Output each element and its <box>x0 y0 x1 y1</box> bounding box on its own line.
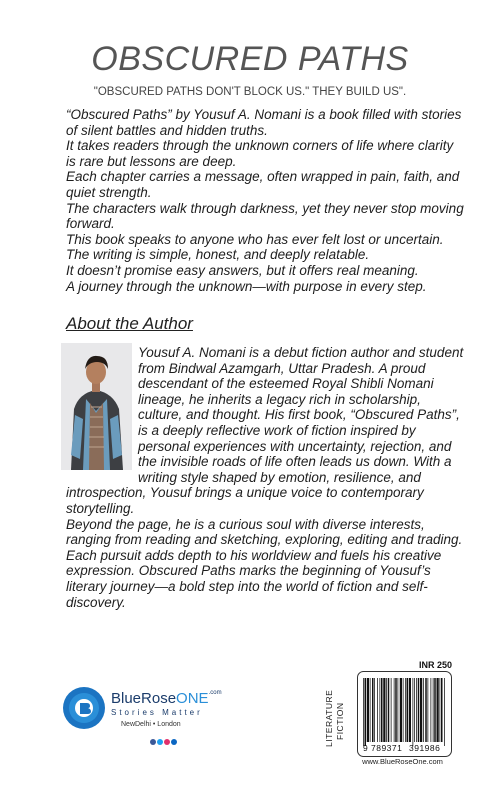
barcode-bar <box>425 678 427 742</box>
isbn-digit-lead: 9 <box>363 743 368 753</box>
barcode-bar <box>444 678 445 746</box>
blurb-line: It takes readers through the unknown corners of life where clarity is rare but lessons are deep. <box>66 138 454 169</box>
barcode-bar <box>367 678 369 742</box>
barcode-bar <box>413 678 414 746</box>
barcode-bar <box>414 678 415 742</box>
twitter-icon <box>157 739 163 745</box>
isbn-group-1: 789371 <box>371 743 403 753</box>
genre-label <box>320 690 350 748</box>
blurb-line: The characters walk through darkness, yet they never stop moving forward. <box>66 200 464 232</box>
publisher-slogan: Stories Matter <box>111 708 203 717</box>
barcode-bar <box>433 678 434 742</box>
barcode-bar <box>386 678 387 742</box>
blurb-line: “Obscured Paths” by Yousuf A. Nomani is a book filled with stories of silent battles and hidden truths. <box>66 107 462 138</box>
barcode-bar <box>365 678 367 746</box>
barcode-bar <box>407 678 409 742</box>
barcode-bar <box>381 678 383 742</box>
publisher-name-suffix: .com <box>208 690 222 696</box>
barcode-bar <box>440 678 441 742</box>
barcode-bar <box>437 678 439 742</box>
publisher-name <box>111 690 222 707</box>
publisher-name-b: ONE <box>176 690 209 707</box>
instagram-icon <box>164 739 170 745</box>
publisher-name-a: BlueRose <box>111 690 177 707</box>
barcode-bar <box>377 678 378 742</box>
about-author-heading: About the Author <box>66 314 193 333</box>
barcode-bar <box>441 678 443 742</box>
book-tagline: "OBSCURED PATHS DON'T BLOCK US." THEY BUILD US". <box>93 86 407 98</box>
barcode-bar <box>370 678 371 742</box>
barcode-bar <box>403 678 404 742</box>
isbn-barcode <box>357 671 452 757</box>
genre-line-2: FICTION <box>335 702 345 740</box>
barcode-bar <box>391 678 392 742</box>
barcode-bar <box>420 678 422 742</box>
genre-line-1: LITERATURE & <box>324 690 334 747</box>
barcode-bar <box>431 678 432 742</box>
book-blurb <box>66 107 466 294</box>
barcode-bar <box>418 678 420 742</box>
barcode-bar <box>423 678 424 742</box>
price-label: INR 250 <box>418 660 452 670</box>
barcode-bar <box>409 678 411 742</box>
facebook-icon <box>150 739 156 745</box>
barcode-bar <box>363 678 364 746</box>
blurb-line: The writing is simple, honest, and deeply relatable. <box>66 247 370 263</box>
barcode-bar <box>372 678 374 742</box>
barcode-bar <box>434 678 436 742</box>
isbn-group-2: 391986 <box>409 743 441 753</box>
blurb-line: This book speaks to anyone who has ever felt lost or uncertain. <box>66 231 444 247</box>
barcode-bar <box>394 678 395 742</box>
publisher-website: www.BlueRoseOne.com <box>362 757 443 766</box>
barcode-bar <box>388 678 390 742</box>
social-icons <box>150 732 178 750</box>
author-bio <box>66 345 468 610</box>
blurb-line: Each chapter carries a message, often wrapped in pain, faith, and quiet strength. <box>66 169 460 200</box>
barcode-bar <box>398 678 399 742</box>
barcode-bar <box>374 678 375 742</box>
linkedin-icon <box>171 739 177 745</box>
barcode-bar <box>380 678 381 742</box>
blurb-line: It doesn’t promise easy answers, but it offers real meaning. <box>66 262 419 278</box>
barcode-bar <box>416 678 417 742</box>
bio-paragraph: Yousuf A. Nomani is a debut fiction author and student from Bindwal Azamgarh, Uttar Pradesh. A proud descendant of the esteemed Royal Shibli Nomani lineage, he inherits a legacy rich in scholarship, culture, and thought. His first book, “Obscured Paths”, is a deeply reflective work of fiction inspired by personal experiences with uncertainty, rejection, and the invisible roads of life often leads us down. With a writing style shaped by emotion, resilience, and introspection, Yousuf brings a unique voice to contemporary storytelling. <box>66 345 464 516</box>
bio-paragraph: Beyond the page, he is a curious soul with diverse interests, ranging from reading and sketching, exploring, editing and trading. Each pursuit adds depth to his worldview and fuels his creative expression. Obscured Paths marks the beginning of Yousuf’s literary journey—a bold step into the world of fiction and self-discovery. <box>66 516 463 610</box>
barcode-bar <box>383 678 385 742</box>
publisher-cities: NewDelhi • London <box>121 721 181 728</box>
barcode-bar <box>400 678 402 742</box>
barcode-bar <box>405 678 406 742</box>
barcode-bar <box>428 678 429 742</box>
barcode-bar <box>395 678 397 742</box>
bluerose-logo-icon <box>62 686 106 730</box>
blurb-line: A journey through the unknown—with purpose in every step. <box>66 278 427 294</box>
book-title: OBSCURED PATHS <box>91 40 409 78</box>
